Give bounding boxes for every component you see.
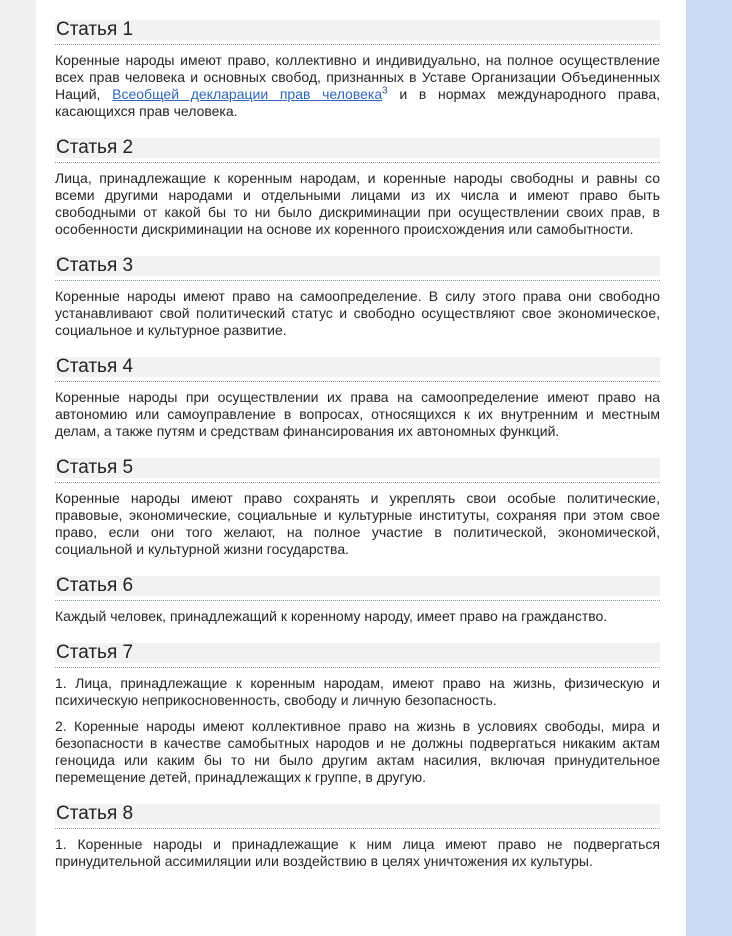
article-2-paragraph: Лица, принадлежащие к коренным народам, и коренные народы свободны и равны со всеми другими народами и отдельными лицами из их числа и имеют право быть свободными от какой бы то ни было дискриминации при осуществлении своих прав, в особенности дискриминации на основе их коренного происхождения или самобытности. [55, 170, 660, 237]
article-5-title: Статья 5 [55, 458, 660, 478]
article-4-heading [55, 357, 660, 382]
article-6-title: Статья 6 [55, 576, 660, 596]
left-gutter [0, 0, 36, 936]
article-4-title: Статья 4 [55, 357, 660, 377]
article-3-paragraph: Коренные народы имеют право на самоопределение. В силу этого права они свободно устанавливают свой политический статус и свободно осуществляют свое экономическое, социальное и культурное развитие. [55, 288, 660, 338]
article-7-paragraph-2: 2. Коренные народы имеют коллективное право на жизнь в условиях свободы, мира и безопасности в качестве самобытных народов и не должны подвергаться никаким актам геноцида или каким бы то ни было другим актам насилия, включая принудительное перемещение детей, принадлежащих к группе, в другую. [55, 718, 660, 785]
article-1-text-after-link: и в нормах международного права, касающихся прав человека. [55, 86, 661, 119]
article-section-7 [55, 643, 660, 786]
article-1-title: Статья 1 [55, 20, 660, 40]
right-gutter [686, 0, 732, 936]
article-3-heading [55, 256, 660, 281]
article-section-6 [55, 576, 660, 625]
article-1-paragraph [55, 52, 660, 120]
udhr-declaration-link[interactable]: Всеобщей декларации прав человека [112, 86, 383, 102]
article-1-text-before-link: Коренные народы имеют право, коллективно и индивидуально, на полное осуществление всех прав человека и основных свобод, признанных в Уставе Организации Объединенных Наций, [55, 52, 660, 102]
article-6-paragraph: Каждый человек, принадлежащий к коренному народу, имеет право на гражданство. [55, 608, 608, 624]
article-8-heading [55, 804, 660, 829]
article-8-paragraph: 1. Коренные народы и принадлежащие к ним лица имеют право не подвергаться принудительной ассимиляции или воздействию в целях уничтожения их культуры. [55, 836, 660, 869]
article-7-paragraph-1: 1. Лица, принадлежащие к коренным народам, имеют право на жизнь, физическую и психическую неприкосновенность, свободу и личную безопасность. [55, 675, 660, 708]
article-7-heading [55, 643, 660, 668]
footnote-ref-3[interactable]: 3 [382, 85, 388, 97]
article-6-heading [55, 576, 660, 601]
article-3-title: Статья 3 [55, 256, 660, 276]
article-8-title: Статья 8 [55, 804, 660, 824]
article-section-5 [55, 458, 660, 558]
article-section-3 [55, 256, 660, 339]
article-section-4 [55, 357, 660, 440]
article-2-title: Статья 2 [55, 138, 660, 158]
article-5-paragraph: Коренные народы имеют право сохранять и укреплять свои особые политические, правовые, экономические, социальные и культурные институты, сохраняя при этом свое право, если они того желают, на полное участие в политической, экономической, социальной и культурной жизни государства. [55, 490, 660, 557]
document-page [36, 0, 686, 936]
article-section-8 [55, 804, 660, 870]
article-5-heading [55, 458, 660, 483]
article-section-2 [55, 138, 660, 238]
article-1-heading [55, 20, 660, 45]
article-section-1 [55, 20, 660, 120]
article-4-paragraph: Коренные народы при осуществлении их права на самоопределение имеют право на автономию или самоуправление в вопросах, относящихся к их внутренним и местным делам, а также путям и средствам финансирования их автономных функций. [55, 389, 660, 439]
article-7-title: Статья 7 [55, 643, 660, 663]
article-2-heading [55, 138, 660, 163]
